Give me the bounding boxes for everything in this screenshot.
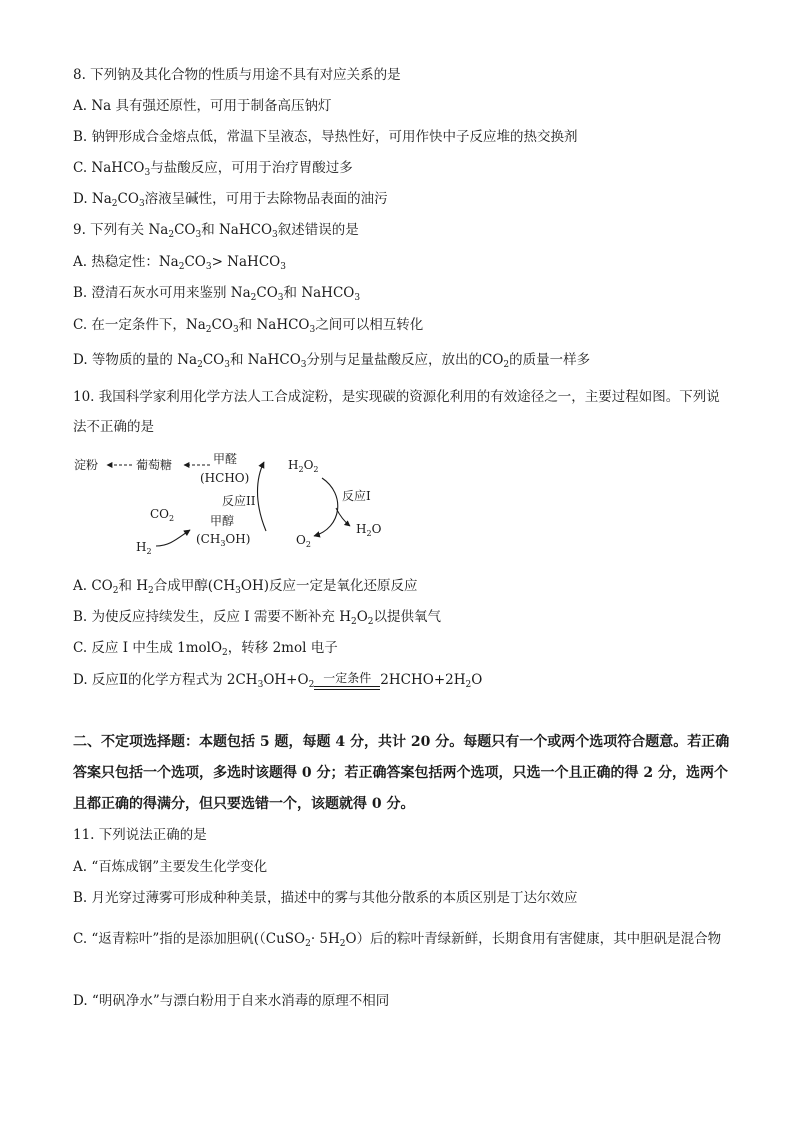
q8-option-b: B. 钠钾形成合金熔点低，常温下呈液态，导热性好，可用作快中子反应堆的热交换剂	[73, 129, 578, 145]
q10-option-a: A. $CO_2$和 $H_2$合成甲醇$(CH_3OH)$反应一定是氧化还原反应	[73, 578, 418, 596]
q8-option-d: D. $Na_2CO_3$溶液呈碱性，可用于去除物品表面的油污	[73, 191, 388, 209]
q9-option-d: D. 等物质的量的 $Na_2CO_3$和 NaHCO$_3$分别与足量盐酸反应，放出的$CO_2$的质量一样多	[73, 352, 591, 370]
reaction1-arc	[314, 478, 338, 536]
reaction2-label: 反应II	[222, 494, 256, 508]
q11-option-d: D. “明矾净水”与漂白粉用于自来水消毒的原理不相同	[73, 993, 390, 1009]
q9-option-b: B. 澄清石灰水可用来鉴别 $Na_2CO_3$和 NaHCO$_3$	[73, 285, 361, 303]
q11-option-a: A. “百炼成钢”主要发生化学变化	[73, 859, 268, 875]
q11-stem: 11. 下列说法正确的是	[73, 827, 207, 843]
methanol-formula: $(CH_3OH)$	[196, 532, 251, 548]
q10-option-c: C. 反应 I 中生成 1molO$_2$，转移 2mol 电子	[73, 640, 338, 658]
q10-option-d: D. 反应Ⅱ的化学方程式为 $2CH_3OH+O_2$ 一定条件 $2HCHO+2H_2O$	[73, 671, 483, 690]
q9-option-c: C. 在一定条件下，$Na_2CO_3$和 NaHCO$_3$之间可以相互转化	[73, 317, 424, 335]
q9-stem: 9. 下列有关 $Na_2CO_3$和 NaHCO$_3$叙述错误的是	[73, 222, 359, 240]
q11-option-b: B. 月光穿过薄雾可形成种种美景，描述中的雾与其他分散系的本质区别是丁达尔效应	[73, 890, 578, 906]
h2o-label: $H_2O$	[356, 522, 382, 538]
h2o2-label: $H_2O_2$	[288, 458, 319, 474]
co2-label: $CO_2$	[150, 507, 175, 523]
q8-option-a: A. Na 具有强还原性，可用于制备高压钠灯	[73, 98, 332, 114]
q8-option-c: C. NaHCO$_3$与盐酸反应，可用于治疗胃酸过多	[73, 160, 353, 178]
methanol-label: 甲醇	[210, 514, 235, 528]
glucose-label: 葡萄糖	[136, 458, 173, 472]
reaction2-arc	[258, 462, 267, 531]
starch-label: 淀粉	[74, 458, 99, 472]
starch-synthesis-diagram	[70, 450, 400, 565]
section2-instructions: 二、不定项选择题：本题包括 5 题，每题 4 分，共计 20 分。每题只有一个或两个选项符合题意。若正确答案只包括一个选项，多选时该题得 0 分；若正确答案包括两个选项，只选一个且正确的得 2 分，选两个且都正确的得满分，但只要选错一个，该题就得 0 分。	[73, 734, 730, 812]
q10-stem: 10. 我国科学家利用化学方法人工合成淀粉，是实现碳的资源化利用的有效途径之一，主要过程如图。下列说法不正确的是	[73, 389, 720, 435]
q9-option-a: A. 热稳定性：$Na_2CO_3>$ NaHCO$_3$	[73, 254, 286, 272]
formaldehyde-formula: (HCHO)	[200, 471, 250, 485]
q11-option-c: C. “返青粽叶”指的是添加胆矾(（CuSO$_2$· $5H_2O$）后的粽叶青绿新鲜，长期食用有害健康，其中胆矾是混合物	[73, 931, 722, 949]
reaction-condition: 一定条件	[314, 671, 380, 690]
h2o-branch-arrow	[336, 508, 350, 526]
q8-stem: 8. 下列钠及其化合物的性质与用途不具有对应关系的是	[73, 67, 401, 83]
formaldehyde-label: 甲醛	[213, 452, 238, 466]
co2-h2-to-methanol-arrow	[156, 530, 190, 546]
o2-label: $O_2$	[296, 533, 311, 549]
reaction1-label: 反应I	[342, 489, 371, 503]
q10-option-b: B. 为使反应持续发生，反应 I 需要不断补充 $H_2O_2$以提供氧气	[73, 609, 442, 627]
h2-label: $H_2$	[136, 540, 152, 556]
